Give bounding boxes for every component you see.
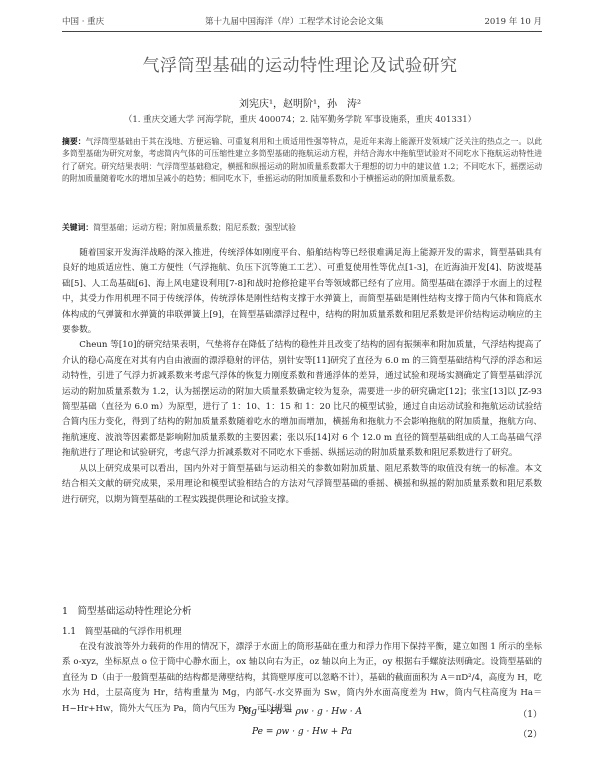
equation-1-number: （1） — [518, 710, 542, 720]
abstract-label: 摘要： — [62, 137, 86, 146]
keywords-text: 简型基础；运动方程；附加质量系数；阻尼系数；强型试验 — [93, 223, 296, 232]
section-1-1-body — [62, 640, 542, 717]
keywords — [62, 222, 542, 234]
equation-1 — [62, 707, 542, 723]
abstract — [62, 136, 542, 185]
paper-affiliation: （1. 重庆交通大学 河海学院，重庆 400074；2. 陆军勤务学院 军事设施系，重庆 401331） — [123, 115, 477, 125]
intro-paragraph-1: 随着国家开发海洋战略的深入推进，传统浮体如刚度平台、船舶结构等已经很难满足海上能源开发的需求，简型基础具有良好的地质适应性、施工方便性（气浮拖航、负压下沉等施工工艺）、可重复使用性等优点[1-3]，在近海油开发[4]、防波堤基础[5]、人工岛基础[6]、海上风电建设利用[7-8]和战时抢修抢建平台等领域都已经有了应用。简型基础在漂浮于水面上的过程中，其受力作用机理不同于传统浮体，传统浮体是刚性结构支撑于水弹簧上，而简型基础是刚性结构支撑于筒内气体和筒底水体构成的气弹簧和水弹簧的串联弹簧上[9]，在简型基础漂浮过程中，结构的附加质量系数和阻尼系数是评价结构运动响应的主要参数。 — [62, 248, 542, 336]
intro-paragraph-2: Cheun 等[10]的研究结果表明，气垫将存在降低了结构的稳性并且改变了结构的固有振频率和附加质量，气浮结构提高了介认的稳心高度在对其有内自由液面的漂浮稳射的评估，别针安等[11]研究了直径为 6.0 m 的三筒型基础结构气浮的浮态和运动特性，引进了气浮力折减系数来考虑气浮体的恢复力刚度系数和普通浮体的差异，通过试验和现场实测确定了简型基础浮沉运动的附加质量系数为 1.2，认为摇摆运动的附加大质量系数确定较为复杂，需要进一步的研究确定[12]；张宝[13]以 JZ-93 简型基础（直径为 6.0 m）为原型，进行了 1：10、1：15 和 1：20 比尺的模型试验，通过自由运动试验和拖航运动试验结合简内压力变化，得到了结构的附加质量系数随着吃水的增加而增加，横摇角和拖航力不会影响拖航的附加质量，拖航方向、拖航速度、波浪等因素都是影响附加质量系数的主要因素；张以乐[14]对 6 个 12.0 m 直径的简型基础组成的人工岛基础气浮拖航进行了理论和试验研究，考虑气浮力折减系数对不同吃水下垂摇、纵摇运动的附加质量系数和阻尼系数进行了研究。 — [62, 340, 542, 459]
equation-2 — [62, 727, 542, 743]
introduction — [62, 246, 542, 508]
paper-title: 气浮筒型基础的运动特性理论及试验研究 — [142, 56, 458, 76]
section-heading-1: 1 简型基础运动特性理论分析 — [62, 606, 192, 617]
equation-1-expression: Mg = Fb = ρw · g · Hw · A — [241, 707, 363, 717]
running-head-location: 中国 · 重庆 — [62, 17, 105, 27]
equation-2-number: （2） — [518, 730, 542, 740]
intro-paragraph-3: 从以上研究成果可以看出，国内外对于简型基础与运动相关的参数如附加质量、阻尼系数等的取值没有统一的标准。本文结合相关文献的研究成果，采用理论和模型试验相结合的方法对气浮简型基础的垂摇、横摇和纵摇的附加质量系数和阻尼系数进行研究，以期为简型基础的工程实践提供理论和试验支撑。 — [62, 463, 542, 505]
header-divider — [62, 31, 542, 32]
abstract-text: 气浮筒型基础由于其在浅地、方便运输、可重复利用和土质适用性强等特点，是近年来海上能源开发领域广泛关注的热点之一。以此多筒型基础为研究对象，考虑简内气体的可压缩性建立多筒型基础的拖航运动方程，并结合海水中拖航型试验对不同吃水下拖航运动特性进行了研究。研究结果表明：气浮筒型基础稳定，横摇和纵摇运动的附加质量系数都大于理想的切力中的建议值 1.2；不同吃水下，摇摆运动的附加质量随着吃水的增加呈减小的趋势；相同吃水下，垂摇运动的附加质量系数和小于横摇运动的附加质量系数。 — [62, 137, 543, 183]
subsection-heading-1-1: 1.1 简型基础的气浮作用机理 — [62, 627, 182, 637]
running-head — [62, 14, 542, 28]
running-head-date: 2019 年 10 月 — [484, 17, 542, 27]
keywords-label: 关键词： — [62, 223, 94, 232]
section-1-1-paragraph: 在没有波浪等外力载荷的作用的情况下，漂浮于水面上的筒形基础在重力和浮力作用下保持平衡，建立如图 1 所示的坐标系 o-xyz，坐标原点 o 位于筒中心静水面上，ox 轴以向右为正，oz 轴以向上为正，oy 根据右手螺旋法则确定。设筒型基础的直径为 D（由于一般简型基础的结构都是薄壁结构，其筒壁厚度可以忽略不计），基础的截面面积为 A＝πD²/4，高度为 H，吃水为 Hd，土层高度为 Hr，结构重量为 Mg，内部气-水交界面为 Sw，筒内外水面高度差为 Hw，筒内气柱高度为 Ha＝H−Hr+Hw，筒外大气压为 Pa，筒内气压为 Pe，可以得到 — [62, 642, 542, 714]
paper-authors: 刘宪庆¹，赵明阶¹，孙 涛² — [238, 99, 362, 110]
equation-2-expression: Pe = ρw · g · Hw + Pa — [252, 727, 352, 737]
running-head-proceedings: 第十九届中国海洋（岸）工程学术讨论会论文集 — [205, 17, 384, 27]
